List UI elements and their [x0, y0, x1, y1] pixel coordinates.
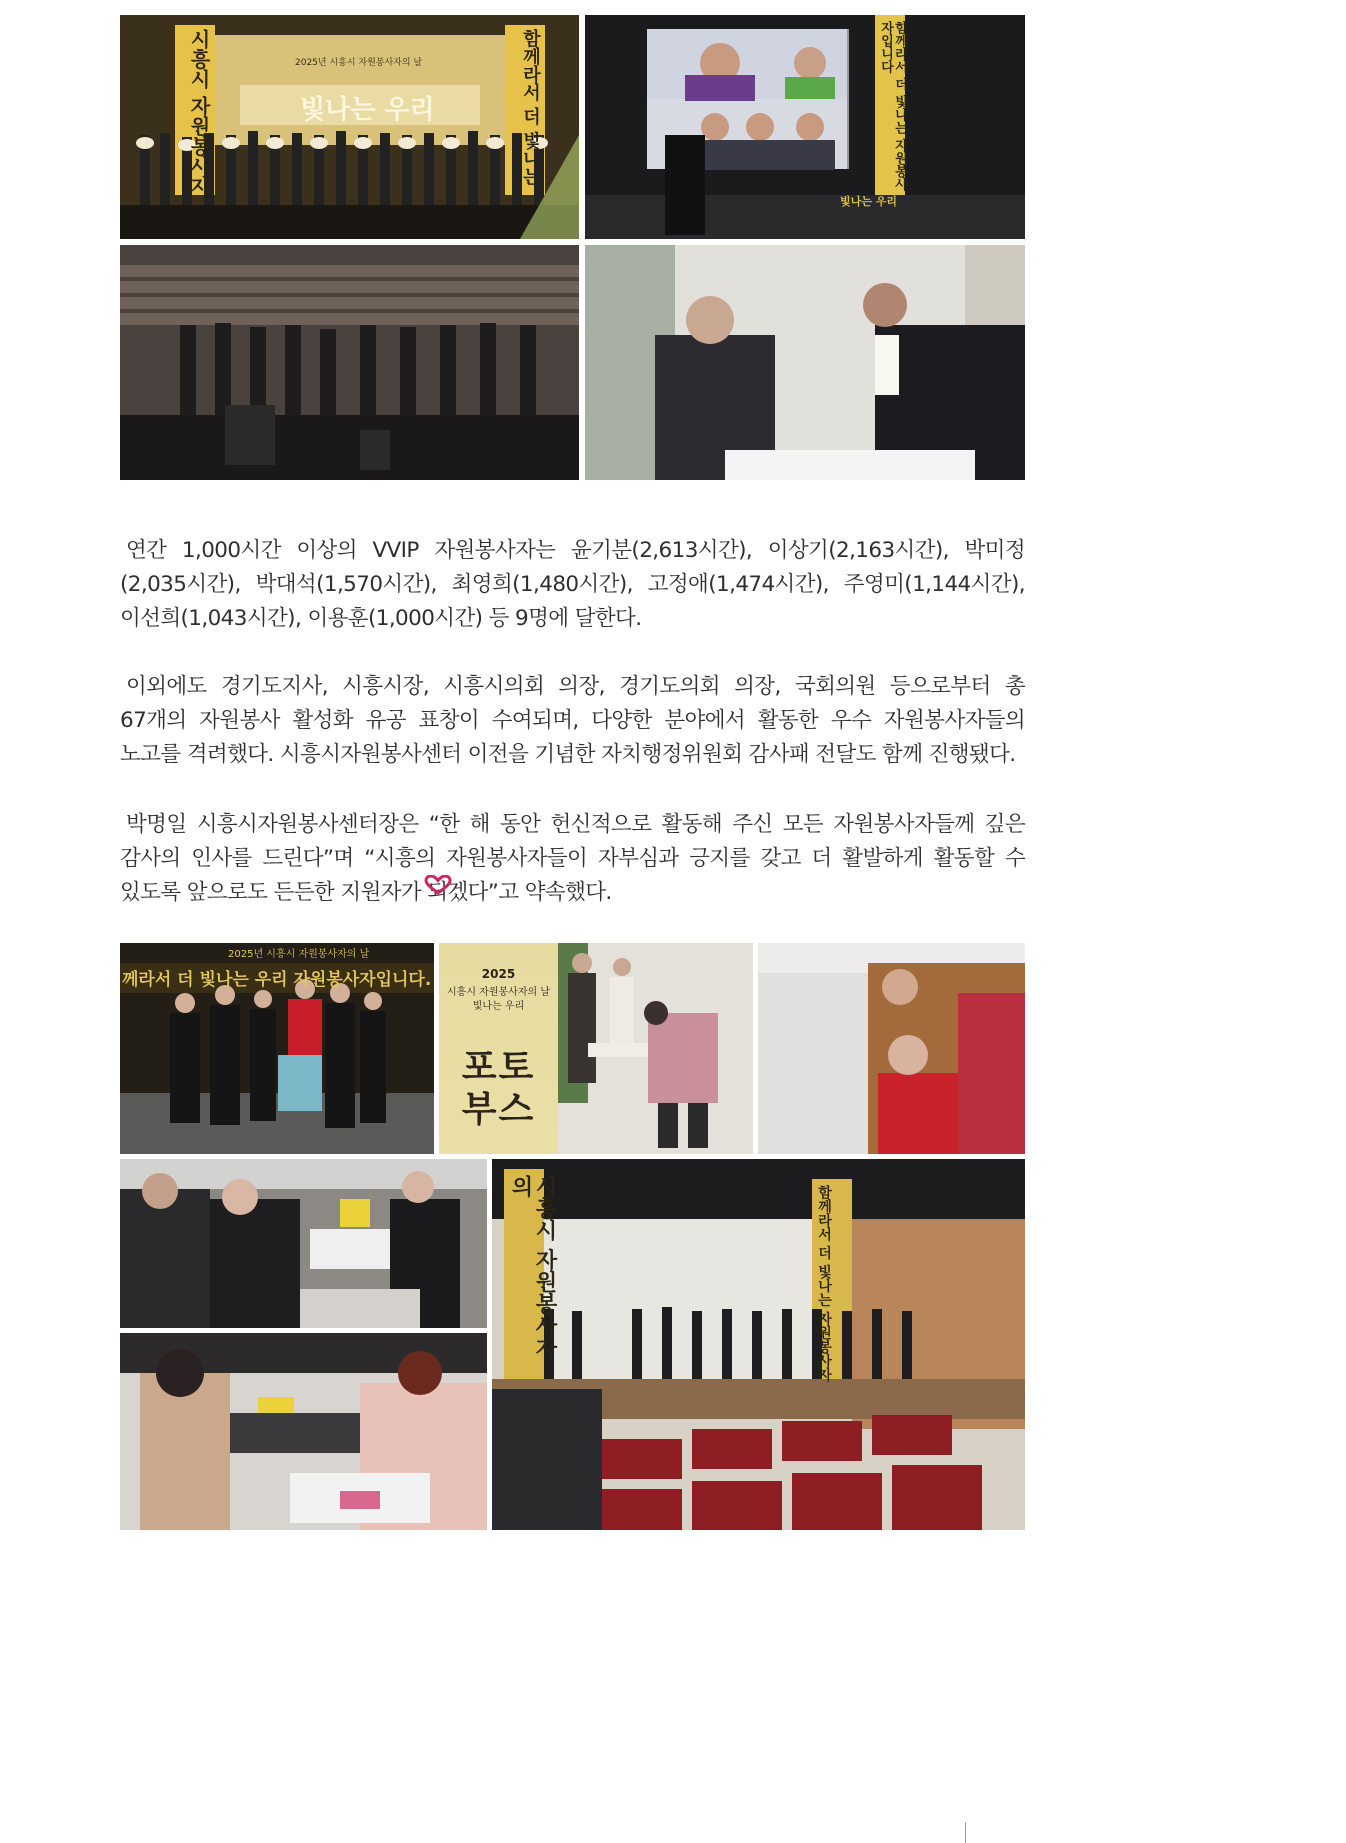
hall-banner-right: 함께라서 더 빛나는 자원봉사자 — [816, 1185, 832, 1382]
page-divider — [965, 1822, 966, 1843]
photo-ceremony-stage — [120, 15, 579, 239]
video-sign: 빛나는 우리 — [840, 195, 897, 208]
article-paragraph-3: 박명일 시흥시자원봉사센터장은 “한 해 동안 헌신적으로 활동해 주신 모든 자원봉사자들께 깊은 감사의 인사를 드린다”며 “시흥의 자원봉사자들이 자부심과 긍지를 갖고 더 활발하게 활동할 수 있도록 앞으로도 든든한 지원자가 되겠다”고 약속했다. — [120, 812, 1025, 905]
group-banner-top: 2025년 시흥시 자원봉사자의 날 — [228, 949, 370, 960]
photo-signing-registration — [585, 245, 1025, 480]
stage-banner-right: 함께라서 더 빛나는 — [520, 29, 541, 186]
stage-screen-title: 2025년 시흥시 자원봉사자의 날 — [295, 58, 423, 68]
photo-registration-desk — [120, 1333, 487, 1530]
booth-main-1: 포토 — [461, 1047, 536, 1088]
heart-icon — [424, 875, 452, 895]
booth-year: 2025 — [481, 967, 516, 981]
photo-signing-table — [558, 943, 753, 1154]
photo-audience-standing — [120, 245, 579, 480]
article-paragraph-1: 연간 1,000시간 이상의 VVIP 자원봉사자는 윤기분(2,613시간), 이상기(2,163시간), 박미정(2,035시간), 박대석(1,570시간), 최영희(1,480시간), 고정애(1,474시간), 주영미(1,144시간), 이선희(1,043시간), 이용훈(1,000시간) 등 9명에 달한다. — [120, 538, 1025, 631]
group-banner-main: 께라서 더 빛나는 우리 자원봉사자입니다. — [122, 970, 432, 990]
booth-title-2: 빛나는 우리 — [472, 1001, 525, 1012]
stage-screen-main: 빛나는 우리 — [300, 95, 435, 125]
hall-banner-left: 시흥시 자원봉사자의 — [508, 1175, 557, 1359]
booth-main-2: 부스 — [461, 1089, 536, 1130]
photo-costume-pose — [758, 943, 1025, 1154]
video-banner: 함께라서 더 빛나는 자원봉사자입니다 — [878, 21, 907, 191]
booth-title-1: 시흥시 자원봉사자의 날 — [447, 987, 550, 998]
photo-group-cheer — [120, 943, 434, 1154]
article-paragraph-2: 이외에도 경기도지사, 시흥시장, 시흥시의회 의장, 경기도의회 의장, 국회의원 등으로부터 총 67개의 자원봉사 활성화 유공 표창이 수여되며, 다양한 분야에서 활동한 우수 자원봉사자들의 노고를 격려했다. 시흥시자원봉사센터 이전을 기념한 자치행정위원회 감사패 전달도 함께 진행됐다. — [120, 674, 1025, 767]
stage-banner-left: 시흥시 자원봉사자 — [187, 29, 211, 196]
photo-hall-stage-wide — [492, 1159, 1025, 1530]
photo-registration-line — [120, 1159, 487, 1328]
photo-photo-booth-sign — [439, 943, 558, 1154]
photo-video-screen — [585, 15, 1025, 239]
